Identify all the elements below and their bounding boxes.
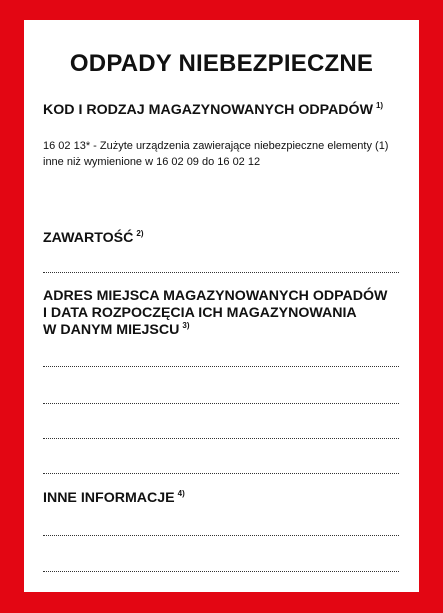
label-sheet — [24, 20, 419, 592]
contents-footnote: 2) — [136, 229, 144, 238]
address-fill-line-1[interactable] — [43, 366, 399, 369]
address-heading-line3: W DANYM MIEJSCU — [43, 322, 180, 338]
waste-code-value-line1: 16 02 13* - Zużyte urządzenia zawierające niebezpieczne elementy (1) — [43, 140, 389, 152]
waste-code-heading-text: KOD I RODZAJ MAGAZYNOWANYCH ODPADÓW — [43, 102, 373, 118]
other-info-footnote: 4) — [177, 489, 185, 498]
address-heading-line3-wrap — [43, 322, 403, 340]
address-footnote: 3) — [182, 321, 190, 330]
other-info-fill-line-1[interactable] — [43, 535, 399, 538]
address-heading-line2: I DATA ROZPOCZĘCIA ICH MAGAZYNOWANIA — [43, 305, 357, 321]
address-heading — [43, 288, 403, 340]
contents-fill-line[interactable] — [43, 272, 399, 275]
waste-code-value — [43, 138, 408, 170]
waste-code-heading — [43, 102, 383, 120]
address-fill-line-2[interactable] — [43, 403, 399, 406]
label-title: ODPADY NIEBEZPIECZNE — [69, 50, 374, 77]
other-info-heading-text: INNE INFORMACJE — [43, 490, 175, 506]
contents-heading-text: ZAWARTOŚĆ — [43, 230, 134, 246]
other-info-fill-line-2[interactable] — [43, 571, 399, 574]
address-heading-line1: ADRES MIEJSCA MAGAZYNOWANYCH ODPADÓW — [43, 288, 388, 304]
waste-code-value-line2: inne niż wymienione w 16 02 09 do 16 02 12 — [43, 156, 261, 168]
waste-code-footnote: 1) — [375, 101, 384, 110]
other-info-heading — [43, 490, 185, 508]
contents-heading — [43, 230, 144, 248]
address-fill-line-4[interactable] — [43, 473, 399, 476]
address-fill-line-3[interactable] — [43, 438, 399, 441]
